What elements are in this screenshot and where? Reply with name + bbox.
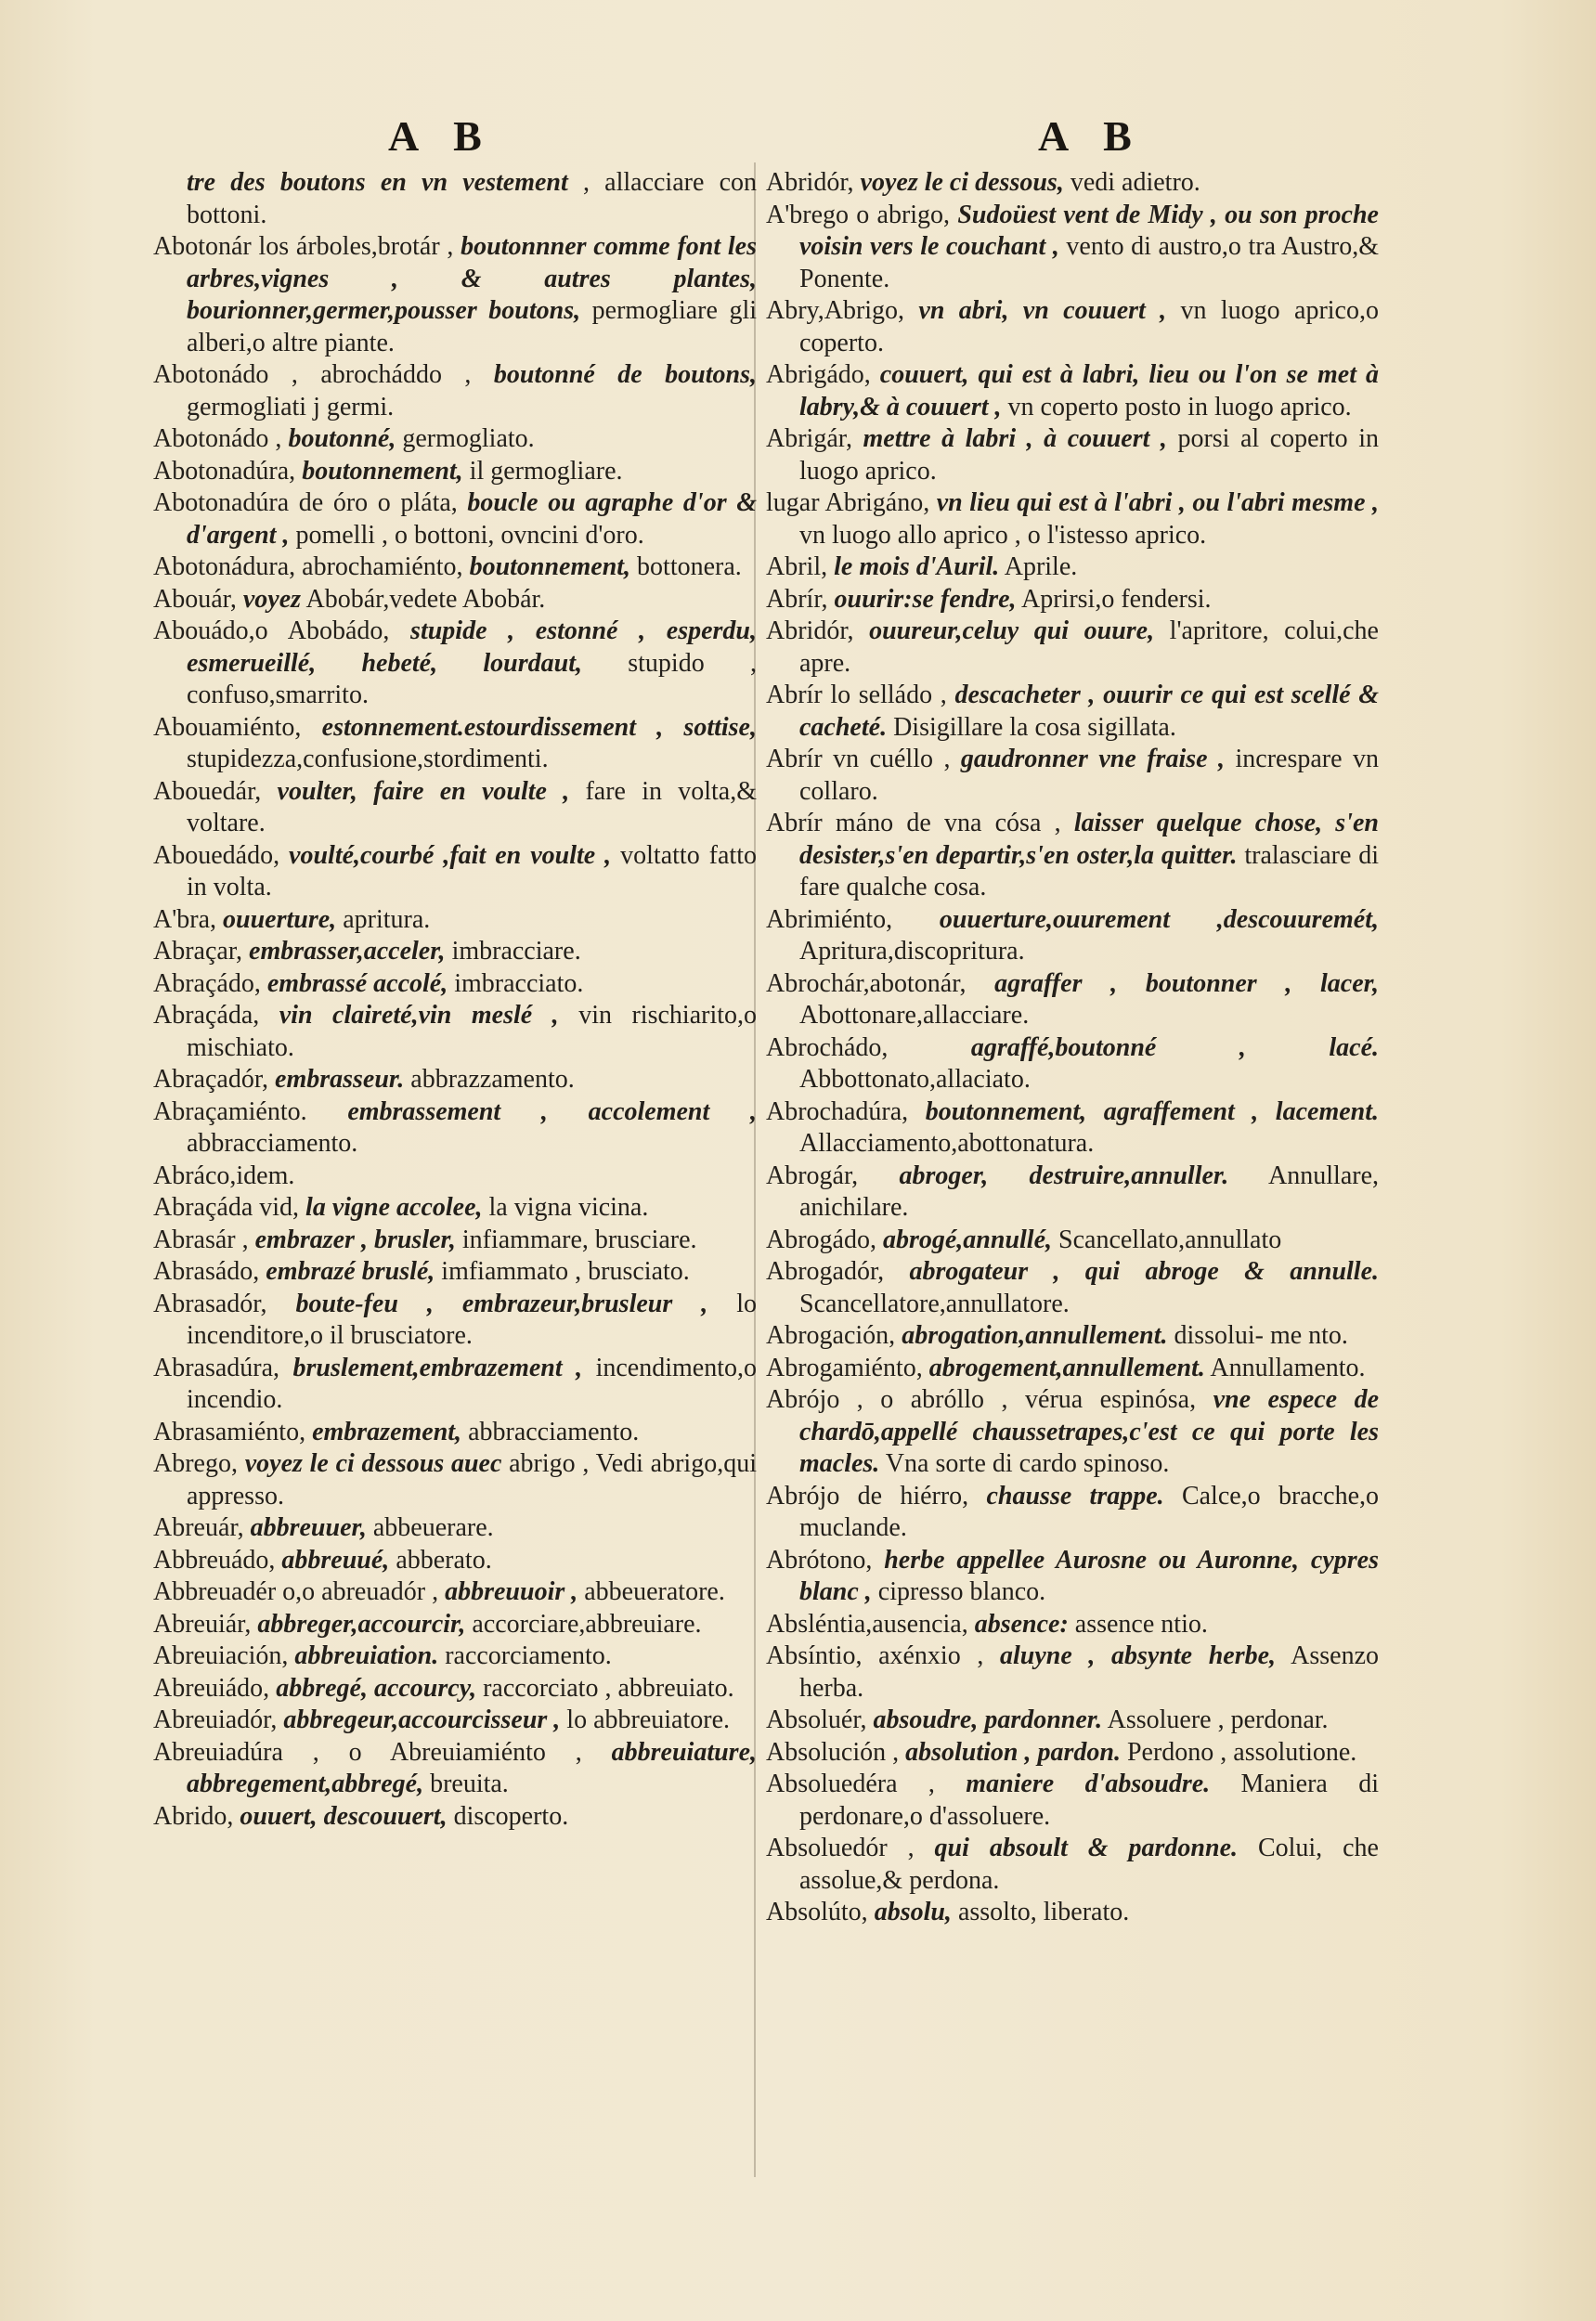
entry-headword: Abrír lo selládo , — [766, 681, 947, 709]
entry-french: ouuerture, — [216, 904, 337, 934]
entry-headword: Abrigár, — [766, 424, 852, 453]
entry-headword: Abrójo , o abróllo , vérua espinósa, — [766, 1385, 1197, 1414]
entry-headword: Abrogár, — [766, 1160, 859, 1190]
entry-headword: Abrír máno de vna cósa , — [766, 809, 1061, 837]
entry-french: ouuert, descouuert, — [233, 1801, 448, 1831]
entry-french: couuert, qui est à labri, lieu ou l'on se met à labry,& à couuert , — [799, 360, 1379, 421]
dictionary-entry — [153, 776, 757, 840]
entry-french: abbreuiation. — [288, 1641, 439, 1670]
entry-french: vn abri, vn couuert , — [904, 296, 1167, 325]
entry-headword: Abraçamiénto. — [153, 1096, 307, 1126]
entry-italian: Colui, che assolue,& perdona. — [799, 1834, 1379, 1895]
entry-headword: Abotonádo , abrocháddo , — [153, 360, 472, 389]
entry-french: vn lieu qui est à l'abri , ou l'abri mesme , — [929, 488, 1379, 517]
entry-french: abrogé,annullé, — [876, 1225, 1053, 1254]
entry-italian: assolto, liberato. — [951, 1898, 1130, 1926]
entry-french: boutonné, — [281, 424, 396, 453]
dictionary-entry — [153, 968, 757, 1001]
entry-headword: Absoluér, — [766, 1705, 867, 1734]
entry-headword: Abreuiár, — [153, 1609, 252, 1639]
entry-headword: Abotonár los árboles,brotár , — [153, 232, 454, 261]
dictionary-entry — [766, 551, 1379, 584]
entry-french: tre des boutons en vn vestement — [187, 168, 568, 197]
entry-headword: A'brego o abrigo, — [766, 200, 951, 229]
entry-italian: Perdono , assolutione. — [1120, 1737, 1357, 1767]
dictionary-entry — [153, 1160, 757, 1193]
dictionary-entry — [766, 616, 1379, 680]
entry-italian: tralasciare di fare qualche cosa. — [799, 840, 1379, 901]
dictionary-entry — [766, 1897, 1379, 1929]
dictionary-entry — [153, 1673, 757, 1705]
entry-headword: Absoluedór , — [766, 1834, 915, 1862]
entry-italian: Abbottonato,allaciato. — [799, 1065, 1031, 1094]
entry-italian: il germogliare. — [462, 456, 623, 486]
entry-headword: Abotonádura, abrochamiénto, — [153, 552, 463, 581]
dictionary-entry — [766, 584, 1379, 616]
entry-headword: Abrimiénto, — [766, 904, 893, 934]
entry-french: agraffer , boutonner , lacer, — [966, 968, 1379, 998]
entry-french: abroger, destruire,annuller. — [858, 1160, 1229, 1190]
entry-french: embrazement, — [305, 1417, 462, 1446]
entry-italian: imbracciato. — [448, 968, 584, 998]
entry-french: boutonnner comme font les arbres,vignes , & autres plantes, bourionner,germer,pousser boutons, — [187, 232, 758, 325]
entry-french: abbreger,accourcir, — [251, 1609, 466, 1639]
dictionary-entry — [153, 456, 757, 488]
dictionary-entry — [766, 1481, 1379, 1545]
dictionary-entry — [153, 1448, 757, 1512]
dictionary-entry — [153, 1064, 757, 1096]
entry-headword: Abraçar, — [153, 937, 243, 966]
entry-french: laisser quelque chose, s'en desister,s'en departir,s'en oster,la quitter. — [799, 809, 1379, 870]
entry-french: descacheter , ouurir ce qui est scellé & cacheté. — [799, 681, 1379, 742]
left-column — [153, 167, 757, 1833]
entry-headword: Abotonadúra de óro o pláta, — [153, 488, 458, 517]
entry-italian: germogliati j germi. — [187, 392, 395, 421]
dictionary-entry — [153, 616, 757, 712]
entry-italian: Assenzo herba. — [799, 1641, 1379, 1703]
dictionary-entry — [766, 1032, 1379, 1096]
entry-headword: Abridór, — [766, 616, 854, 645]
entry-headword: Abreuiadór, — [153, 1705, 278, 1734]
dictionary-entry — [153, 904, 757, 937]
entry-italian: Abobár,vedete Abobár. — [301, 584, 546, 614]
dictionary-entry — [153, 1576, 757, 1609]
entry-headword: Abbreuádo, — [153, 1545, 276, 1575]
entry-french: boutonnement, — [295, 456, 463, 486]
entry-french: abbreuué, — [275, 1545, 390, 1575]
entry-french: abbreuiature, abbregement,abbregé, — [187, 1737, 757, 1798]
entry-headword: Absolución , — [766, 1737, 900, 1767]
entry-french: embrassé accolé, — [260, 968, 448, 998]
dictionary-entry — [766, 1384, 1379, 1481]
entry-headword: Abotonádo , — [153, 424, 282, 453]
entry-italian: voltatto fatto in volta. — [187, 840, 757, 901]
entry-italian: Aprirsi,o fendersi. — [1016, 584, 1212, 614]
entry-italian: Aprile. — [999, 552, 1078, 581]
entry-italian: Maniera di perdonare,o d'assoluere. — [799, 1770, 1379, 1831]
dictionary-entry — [153, 1705, 757, 1737]
entry-headword: Absíntio, axénxio , — [766, 1641, 984, 1670]
entry-headword: Abry,Abrigo, — [766, 296, 905, 325]
entry-headword: Abrasamiénto, — [153, 1417, 306, 1446]
entry-italian: Scancellatore,annullatore. — [799, 1289, 1070, 1318]
entry-headword: Abrogación, — [766, 1321, 896, 1350]
entry-french: abbregé, accourcy, — [269, 1673, 477, 1703]
dictionary-entry — [766, 200, 1379, 296]
right-column — [766, 167, 1379, 1929]
dictionary-entry — [153, 936, 757, 968]
entry-italian: Scancellato,annullato — [1052, 1225, 1282, 1254]
dictionary-entry — [153, 1417, 757, 1449]
entry-french: absolu, — [867, 1898, 952, 1926]
dictionary-entry — [153, 1000, 757, 1064]
entry-headword: Abrigádo, — [766, 360, 871, 389]
entry-french: voyez le ci dessous auec — [237, 1449, 502, 1478]
entry-italian: breuita. — [423, 1770, 509, 1798]
entry-french: absolution , pardon. — [899, 1737, 1121, 1767]
entry-french: le mois d'Auril. — [827, 552, 1000, 581]
dictionary-entry — [766, 904, 1379, 968]
entry-french: agraffé,boutonné , lacé. — [888, 1032, 1379, 1062]
entry-french: voyez — [236, 584, 302, 614]
entry-headword: Abotonadúra, — [153, 456, 296, 486]
dictionary-entry — [766, 487, 1379, 551]
entry-italian: abbracciamento. — [461, 1417, 640, 1446]
dictionary-entry — [766, 1256, 1379, 1320]
entry-french: estonnement.estourdissement , sottise, — [301, 712, 757, 742]
entry-french: abrogation,annullement. — [895, 1321, 1168, 1350]
entry-italian: incendimento,o incendio. — [187, 1353, 757, 1414]
entry-italian: vento di austro,o tra Austro,& Ponente. — [799, 232, 1379, 293]
dictionary-entry — [766, 1160, 1379, 1225]
entry-italian: pomelli , o bottoni, ovncini d'oro. — [289, 520, 644, 550]
entry-headword: Abridór, — [766, 168, 854, 197]
entry-french: boutonnement, agraffement , lacement. — [908, 1096, 1379, 1126]
entry-italian: accorciare,abbreuiare. — [465, 1609, 702, 1639]
entry-french: absence: — [967, 1609, 1069, 1639]
entry-french: boutonné de boutons, — [471, 360, 758, 389]
dictionary-entry — [153, 1353, 757, 1417]
dictionary-entry — [153, 1640, 757, 1673]
entry-french: boute-feu , embrazeur,brusleur , — [266, 1289, 708, 1318]
entry-french: mettre à labri , à couuert , — [851, 424, 1167, 453]
entry-italian: abberato. — [389, 1545, 492, 1575]
entry-italian: abrigo , Vedi abrigo,qui appresso. — [187, 1449, 757, 1511]
entry-french: Sudoüest vent de Midy , ou son proche voisin vers le couchant , — [799, 200, 1379, 261]
entry-french: ouuerture,ouurement ,descouuremét, — [892, 904, 1379, 934]
dictionary-entry — [766, 1096, 1379, 1160]
entry-french: embrassement , accolement , — [306, 1096, 757, 1126]
entry-headword: Abraçáda vid, — [153, 1193, 300, 1222]
entry-french: abbreuuoir , — [438, 1577, 578, 1606]
entry-italian: stupidezza,confusione,stordimenti. — [187, 745, 549, 773]
entry-italian: discoperto. — [447, 1801, 569, 1831]
entry-headword: Abrír vn cuéllo , — [766, 745, 951, 773]
entry-italian: imfiammato , brusciato. — [435, 1257, 690, 1286]
entry-headword: Abrasadúra, — [153, 1353, 280, 1382]
entry-french: gaudronner vne fraise , — [950, 745, 1226, 773]
dictionary-entry — [766, 423, 1379, 487]
dictionary-entry — [153, 1545, 757, 1577]
dictionary-entry — [153, 231, 757, 359]
entry-italian: imbracciare. — [445, 937, 581, 966]
dictionary-entry — [766, 1225, 1379, 1257]
entry-headword: Abrasádo, — [153, 1257, 260, 1286]
entry-headword: Abreuiadúra , o Abreuiamiénto , — [153, 1737, 582, 1767]
entry-italian: lo abbreuiatore. — [560, 1705, 730, 1734]
entry-italian: Allacciamento,abottonatura. — [799, 1129, 1095, 1158]
entry-italian: Annullare, anichilare. — [799, 1160, 1379, 1222]
entry-headword: Abraçadór, — [153, 1065, 269, 1094]
entry-headword: Abrír, — [766, 584, 828, 614]
entry-headword: Abrasadór, — [153, 1289, 267, 1318]
entry-italian: abbracciamento. — [187, 1129, 358, 1158]
entry-french: bruslement,embrazement , — [279, 1353, 583, 1382]
entry-headword: Abrasár , — [153, 1225, 249, 1254]
entry-french: herbe appellee Aurosne ou Auronne, cypres blanc , — [799, 1545, 1379, 1606]
entry-italian: infiammare, brusciare. — [455, 1225, 697, 1254]
dictionary-entry — [153, 423, 757, 456]
entry-french: voulté,courbé ,fait en voulte , — [279, 840, 612, 870]
entry-headword: Abbreuadér o,o abreuadór , — [153, 1577, 439, 1606]
dictionary-entry — [153, 712, 757, 776]
entry-french: abrogement,annullement. — [922, 1353, 1205, 1382]
dictionary-entry — [153, 1801, 757, 1834]
entry-italian: Apritura,discopritura. — [799, 937, 1025, 966]
running-header-left: A B — [388, 112, 495, 160]
entry-italian: la vigna vicina. — [482, 1193, 649, 1222]
entry-italian: vn luogo allo aprico , o l'istesso aprico. — [799, 520, 1207, 550]
entry-italian: raccorciamento. — [438, 1641, 612, 1670]
entry-italian: vin rischiarito,o mischiato. — [187, 1001, 757, 1062]
entry-french: abrogateur , qui abroge & annulle. — [884, 1257, 1379, 1286]
entry-french: aluyne , absynte herbe, — [983, 1641, 1277, 1670]
dictionary-entry — [766, 808, 1379, 904]
entry-headword: A'bra, — [153, 904, 217, 934]
entry-french: chausse trappe. — [968, 1481, 1164, 1511]
entry-headword: Abril, — [766, 552, 828, 581]
entry-french: boutonnement, — [462, 552, 631, 581]
entry-headword: Abreuiación, — [153, 1641, 289, 1670]
entry-french: vin claireté,vin meslé , — [259, 1001, 559, 1030]
dictionary-entry — [153, 1096, 757, 1160]
entry-french: abbreuuer, — [243, 1513, 367, 1542]
entry-italian: Assoluere , perdonar. — [1102, 1705, 1329, 1734]
dictionary-entry — [766, 1705, 1379, 1737]
dictionary-entry — [766, 295, 1379, 359]
dictionary-entry — [766, 744, 1379, 808]
entry-italian: cipresso blanco. — [871, 1577, 1046, 1606]
entry-french: absoudre, pardonner. — [866, 1705, 1103, 1734]
dictionary-entry — [153, 1512, 757, 1545]
entry-french: stupide , estonné , esperdu, esmerueillé, hebeté, lourdaut, — [187, 616, 757, 678]
dictionary-entry — [766, 1640, 1379, 1705]
entry-italian: abbrazzamento. — [404, 1065, 575, 1094]
entry-italian: stupido , confuso,smarrito. — [187, 648, 757, 709]
entry-headword: Abraçádo, — [153, 968, 261, 998]
entry-headword: Abouár, — [153, 584, 237, 614]
entry-french: embrasser,acceler, — [242, 937, 446, 966]
entry-headword: Abreuiádo, — [153, 1673, 270, 1703]
entry-headword: Abrogamiénto, — [766, 1353, 923, 1382]
dictionary-entry — [766, 359, 1379, 423]
entry-italian: permogliare gli alberi,o altre piante. — [187, 296, 757, 357]
entry-headword: Abrótono, — [766, 1545, 873, 1575]
entry-italian: Abottonare,allacciare. — [799, 1001, 1030, 1030]
entry-italian: dissolui- me nto. — [1167, 1321, 1348, 1350]
entry-italian: raccorciato , abbreuiato. — [476, 1673, 734, 1703]
dictionary-entry — [766, 1737, 1379, 1770]
entry-italian: vedi adietro. — [1063, 168, 1200, 197]
entry-italian: increspare vn collaro. — [799, 745, 1379, 806]
entry-headword: Absléntia,ausencia, — [766, 1609, 968, 1639]
entry-headword: Abrochár,abotonár, — [766, 968, 967, 998]
entry-italian: abbeuerare. — [366, 1513, 494, 1542]
entry-headword: Absoluedéra , — [766, 1770, 935, 1798]
entry-headword: Abrójo de hiérro, — [766, 1481, 969, 1511]
entry-french: voulter, faire en voulte , — [261, 776, 570, 806]
entry-italian: assence ntio. — [1068, 1609, 1208, 1639]
entry-french: maniere d'absoudre. — [934, 1770, 1211, 1798]
dictionary-entry — [766, 680, 1379, 744]
running-header-right: A B — [1038, 112, 1145, 160]
entry-french: la vigne accolee, — [299, 1193, 483, 1222]
entry-french: ouurir:se fendre, — [827, 584, 1017, 614]
dictionary-entry — [153, 584, 757, 616]
dictionary-entry — [766, 1353, 1379, 1385]
entry-italian: fare in volta,& voltare. — [187, 776, 757, 837]
entry-italian: vn coperto posto in luogo aprico. — [1001, 392, 1352, 421]
dictionary-entry — [153, 1225, 757, 1257]
entry-headword: Abrochadúra, — [766, 1096, 909, 1126]
entry-italian: porsi al coperto in luogo aprico. — [799, 424, 1379, 486]
entry-italian: Calce,o bracche,o muclande. — [799, 1481, 1379, 1542]
entry-french: embrazer , brusler, — [248, 1225, 456, 1254]
dictionary-entry — [153, 551, 757, 584]
dictionary-entry — [766, 1833, 1379, 1897]
dictionary-entry — [153, 1289, 757, 1353]
dictionary-entry — [153, 167, 757, 231]
entry-french: vne espece de chardō,appellé chaussetrapes,c'est ce qui porte les macles. — [799, 1385, 1379, 1478]
entry-headword: Abreuár, — [153, 1513, 244, 1542]
entry-italian: Annullamento. — [1204, 1353, 1366, 1382]
dictionary-entry — [153, 840, 757, 904]
entry-headword: Abouamiénto, — [153, 712, 302, 742]
entry-headword: Abrogadór, — [766, 1257, 885, 1286]
dictionary-entry — [766, 167, 1379, 200]
entry-french: abbregeur,accourcisseur , — [277, 1705, 561, 1734]
entry-french: embrazé bruslé, — [259, 1257, 435, 1286]
entry-french: qui absoult & pardonne. — [914, 1834, 1238, 1862]
entry-french: boucle ou agraphe d'or & d'argent , — [187, 488, 757, 550]
entry-italian: vn luogo aprico,o coperto. — [799, 296, 1379, 357]
entry-headword: Abrido, — [153, 1801, 234, 1831]
entry-headword: Abouedár, — [153, 776, 262, 806]
entry-headword: Abraçáda, — [153, 1001, 260, 1030]
entry-french: voyez le ci dessous, — [853, 168, 1064, 197]
entry-french: ouureur,celuy qui ouure, — [853, 616, 1155, 645]
dictionary-entry — [766, 1769, 1379, 1833]
entry-headword: Abrogádo, — [766, 1225, 876, 1254]
entry-italian: l'apritore, colui,che apre. — [799, 616, 1379, 678]
dictionary-entry — [153, 1737, 757, 1801]
dictionary-entry — [153, 487, 757, 551]
dictionary-entry — [153, 1256, 757, 1289]
dictionary-entry — [766, 968, 1379, 1032]
entry-headword: lugar Abrigáno, — [766, 488, 930, 517]
entry-headword: Abrochádo, — [766, 1032, 889, 1062]
dictionary-entry — [766, 1609, 1379, 1641]
dictionary-entry — [153, 1609, 757, 1641]
entry-italian: Vna sorte di cardo spinoso. — [879, 1449, 1170, 1478]
entry-french: embrasseur. — [268, 1065, 405, 1094]
entry-headword: Abouedádo, — [153, 840, 280, 870]
entry-italian: abbeueratore. — [577, 1577, 725, 1606]
entry-italian: apritura. — [336, 904, 431, 934]
entry-italian: Disigillare la cosa sigillata. — [887, 712, 1176, 742]
entry-italian: bottonera. — [630, 552, 742, 581]
dictionary-entry — [153, 359, 757, 423]
entry-headword: Abráco,idem. — [153, 1160, 295, 1190]
dictionary-entry — [766, 1545, 1379, 1609]
entry-headword: Abrego, — [153, 1449, 238, 1478]
entry-italian: lo incenditore,o il brusciatore. — [187, 1289, 757, 1350]
dictionary-entry — [153, 1192, 757, 1225]
entry-headword: Absolúto, — [766, 1898, 868, 1926]
entry-italian: , allacciare con bottoni. — [187, 168, 758, 229]
entry-headword: Abouádo,o Abobádo, — [153, 616, 390, 645]
dictionary-entry — [766, 1320, 1379, 1353]
entry-italian: germogliato. — [396, 424, 535, 453]
